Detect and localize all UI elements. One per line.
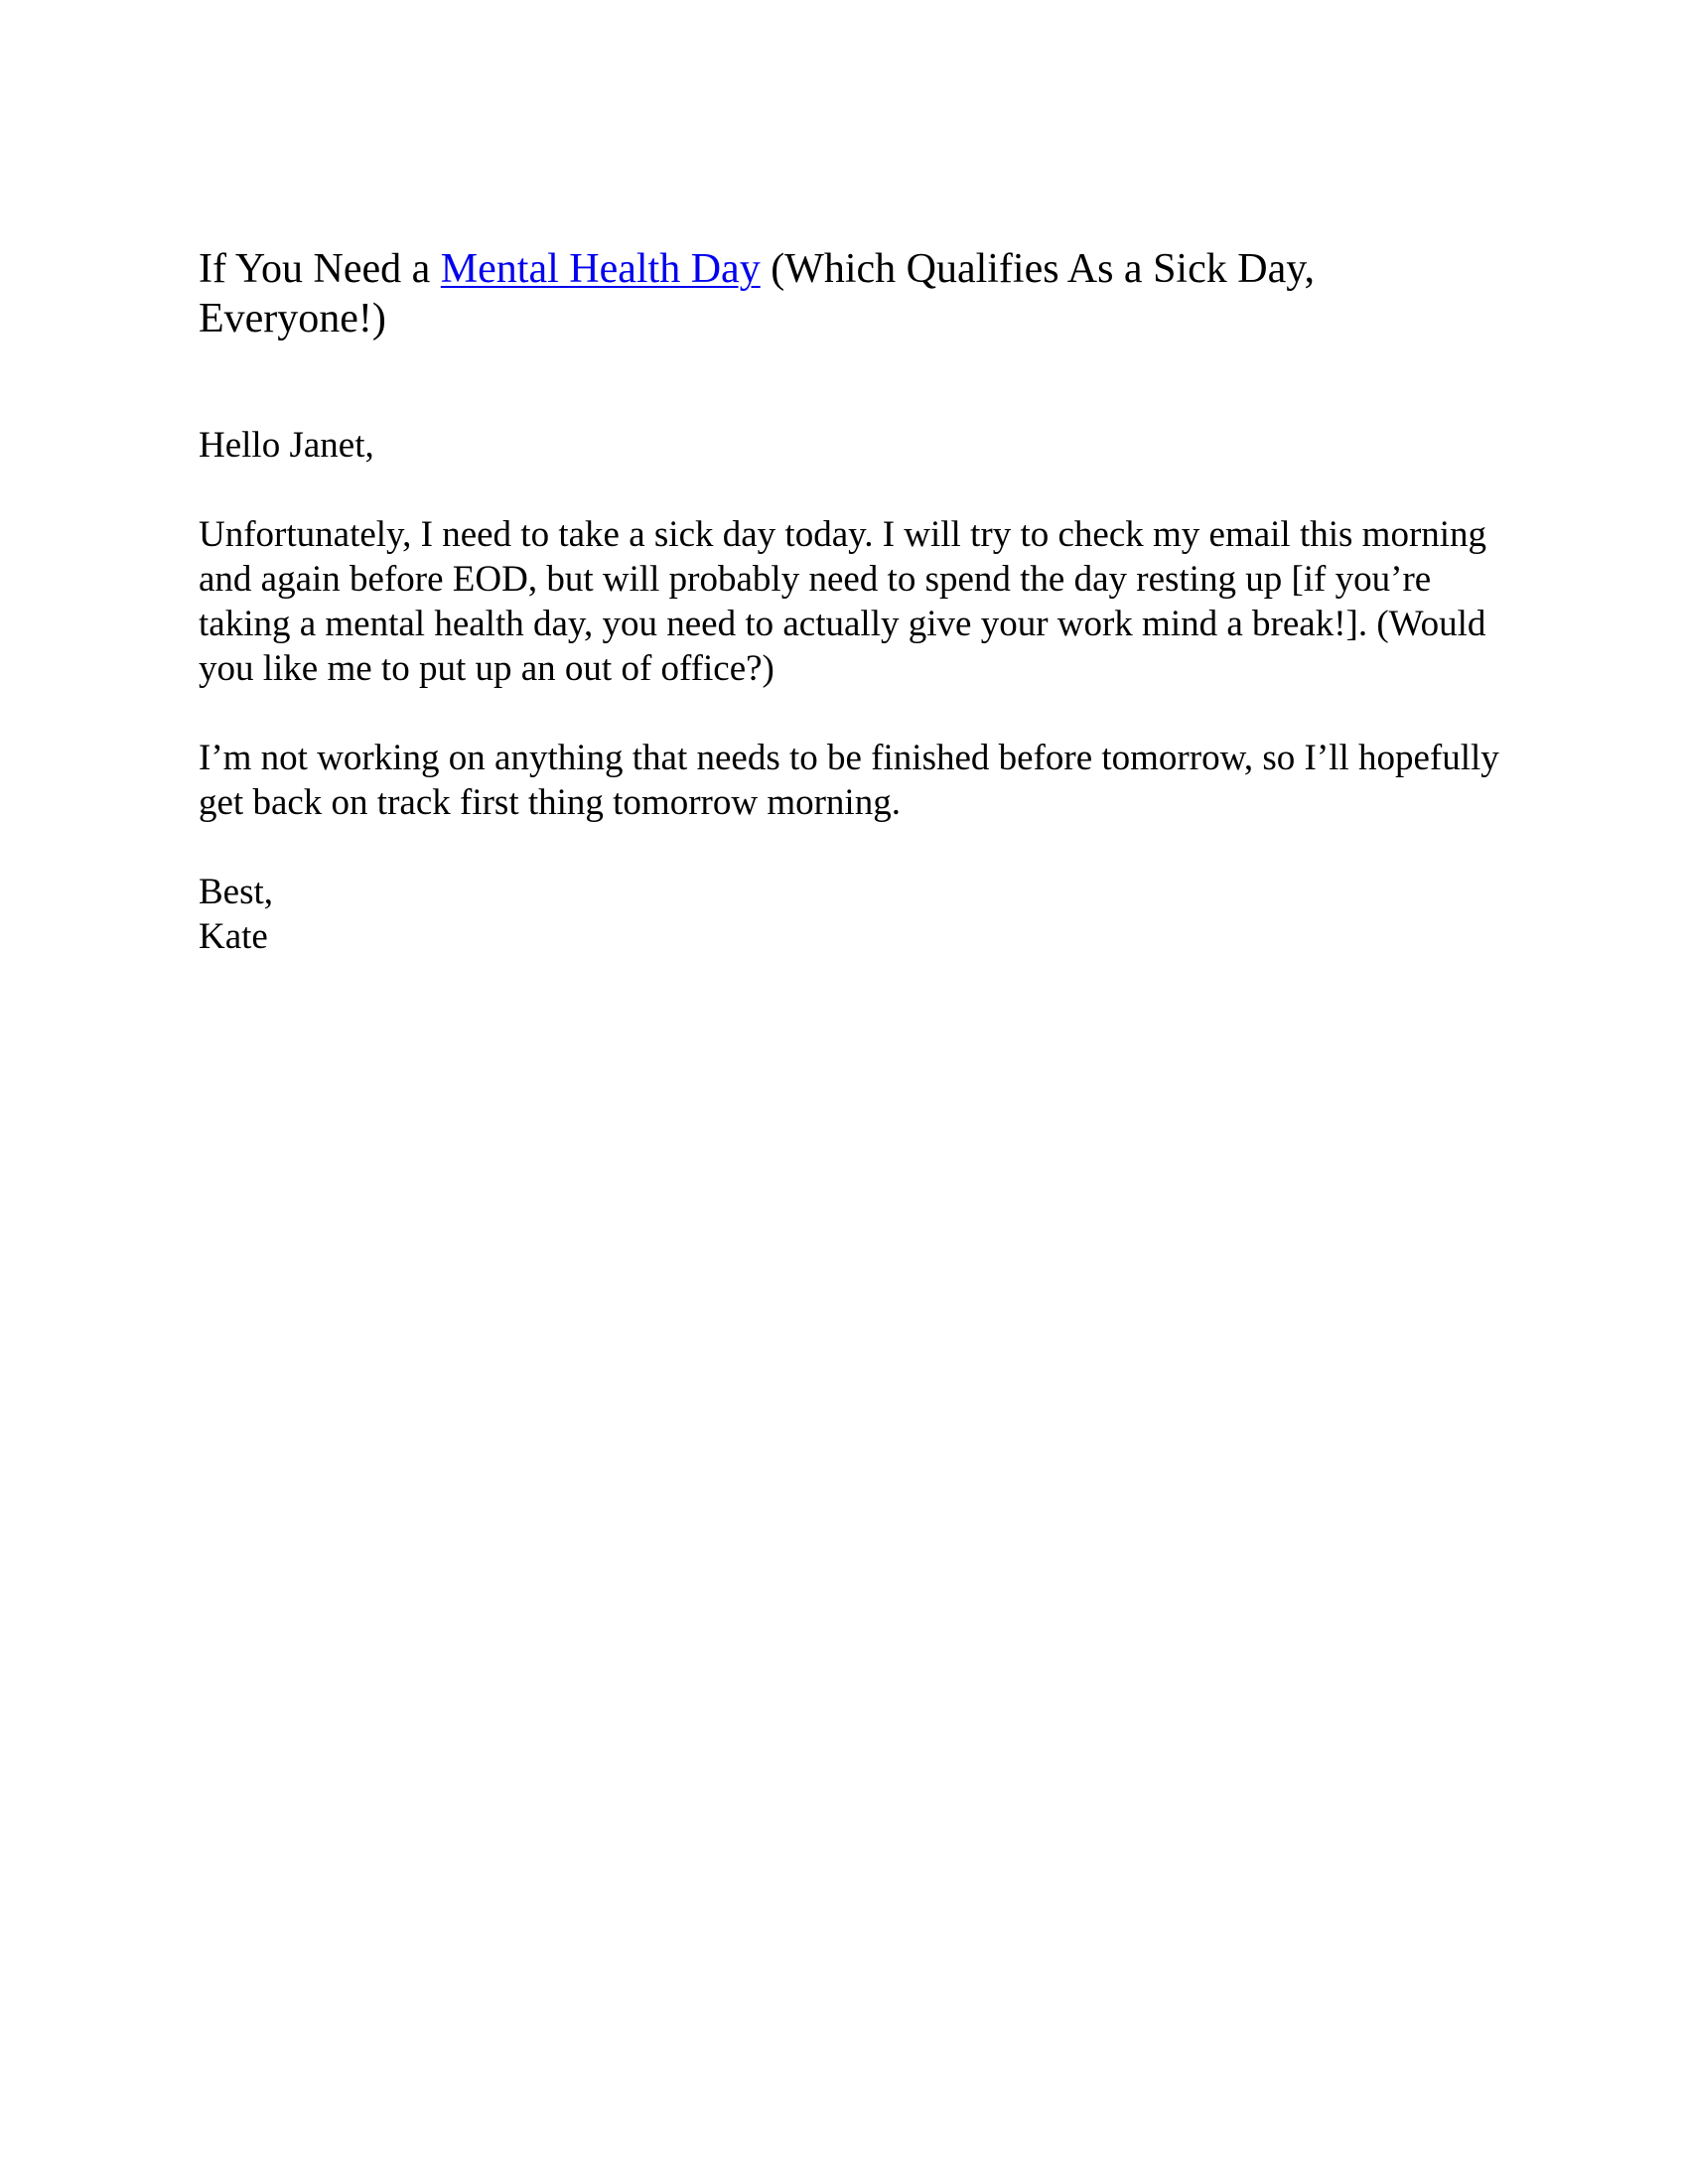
paragraph-2: I’m not working on anything that needs to be finished before tomorrow, so I’ll hopefully get back on track first thing tomorrow morning. bbox=[199, 738, 1499, 823]
title-prefix: If You Need a bbox=[199, 246, 441, 292]
signature: Kate bbox=[199, 916, 268, 957]
greeting: Hello Janet, bbox=[199, 425, 374, 466]
title-suffix: (Which Qualifies As a Sick Day, Everyone!) bbox=[199, 246, 1315, 341]
mental-health-day-link[interactable]: Mental Health Day bbox=[440, 246, 761, 292]
letter-content bbox=[199, 244, 1509, 959]
sign-off bbox=[199, 870, 1509, 959]
page-title bbox=[199, 244, 1509, 343]
closing: Best, bbox=[199, 872, 274, 912]
paragraph-1: Unfortunately, I need to take a sick day today. I will try to check my email this morning and again before EOD, but will probably need to spend the day resting up [if you’re taking a mental health day, you need to actually give your work mind a break!]. (Would you like me to put up an out of office?) bbox=[199, 514, 1487, 689]
